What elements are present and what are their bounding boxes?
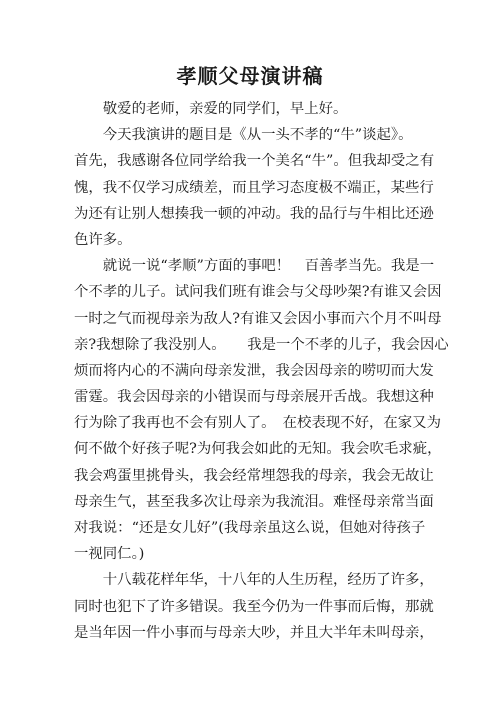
text-line: 亲?我想除了我没别人。 我是一个不孝的儿子，我会因心	[74, 336, 449, 353]
text-line: 是当年因一件小事而与母亲大吵，并且大半年未叫母亲，	[74, 624, 434, 641]
text-line: 就说一说“孝顺”方面的事吧！ 百善孝当先。我是一	[74, 258, 435, 275]
text-line: 一视同仁。)	[74, 546, 145, 563]
text-line: 母亲生气，甚至我多次让母亲为我流泪。难怪母亲常当面	[74, 493, 434, 510]
text-line: 行为除了我再也不会有别人了。 在校表现不好，在家又为	[74, 415, 441, 432]
text-line: 敬爱的老师，亲爱的同学们，早上好。	[74, 101, 348, 117]
text-line: 同时也犯下了许多错误。我至今仍为一件事而后悔，那就	[74, 598, 434, 615]
text-line: 我会鸡蛋里挑骨头，我会经常埋怨我的母亲，我会无故让	[74, 467, 434, 484]
text-line: 十八载花样年华，十八年的人生历程，经历了许多，	[74, 572, 434, 589]
document-title: 孝顺父母演讲稿	[176, 64, 324, 88]
text-line: 为还有让别人想揍我一顿的冲动。我的品行与牛相比还逊	[74, 205, 434, 222]
text-line: 首先，我感谢各位同学给我一个美名“牛”。但我却受之有	[74, 153, 435, 170]
text-line: 愧，我不仅学习成绩差，而且学习态度极不端正，某些行	[74, 179, 434, 196]
text-line: 色许多。	[74, 231, 132, 248]
text-line: 对我说：“还是女儿好”(我母亲虽这么说，但她对待孩子	[74, 520, 426, 536]
document-body	[74, 96, 449, 646]
text-line: 一时之气而视母亲为敌人?有谁又会因小事而六个月不叫母	[74, 310, 442, 327]
text-line: 雷霆。我会因母亲的小错误而与母亲展开舌战。我想这种	[74, 389, 434, 406]
text-line: 个不孝的儿子。试问我们班有谁会与父母吵架?有谁又会因	[74, 284, 442, 301]
text-line: 烦而将内心的不满向母亲发泄，我会因母亲的唠叨而大发	[74, 362, 434, 379]
text-line: 何不做个好孩子呢?为何我会如此的无知。我会吹毛求疵，	[74, 441, 442, 458]
text-line: 今天我演讲的题目是《从一头不孝的“牛”谈起》。	[74, 127, 413, 144]
